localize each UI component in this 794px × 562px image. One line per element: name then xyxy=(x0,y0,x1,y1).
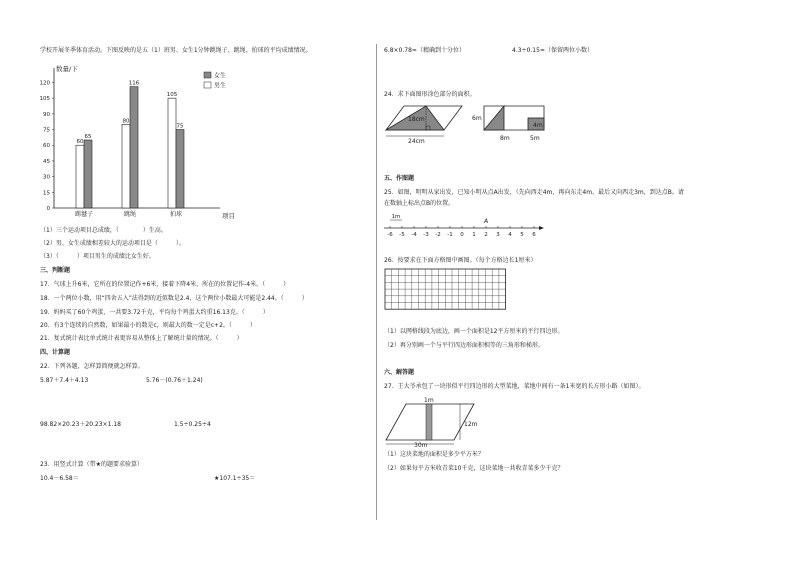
number-line-tick-label: 6 xyxy=(532,232,536,238)
y-tick-label: 105 xyxy=(39,96,50,103)
legend-swatch-girls xyxy=(204,72,211,78)
fig2-bottom-label: 8m xyxy=(500,135,510,142)
bar-boys xyxy=(122,124,130,208)
fig2-right-label: 5m xyxy=(530,135,540,142)
legend-label-girls: 女生 xyxy=(214,72,227,80)
unit-label: 1m xyxy=(391,214,401,220)
point-a-label: A xyxy=(483,218,489,225)
column-divider xyxy=(376,44,377,520)
bar-value-label: 65 xyxy=(84,134,92,140)
y-tick-label: 45 xyxy=(43,158,50,165)
bar-value-label: 105 xyxy=(166,92,178,99)
y-axis-label: 数量/下 xyxy=(56,65,78,73)
y-tick-label: 75 xyxy=(43,127,50,134)
approx-1: 6.8×0.78≈（精确到十分位） xyxy=(384,47,465,54)
bar-girls xyxy=(84,140,92,208)
fig1-base-label: 24cm xyxy=(408,138,425,145)
question-27-2: （2）如果每平方米收青菜10千克，这块菜地一共收青菜多少千克？ xyxy=(384,465,564,472)
number-line-tick-label: -2 xyxy=(435,232,441,238)
judgement-20: 20．有3个连续的自然数，如果最小的数是c，则最大的数一定是c+2。（ ） xyxy=(40,322,256,329)
section-drawing-title: 五、作图题 xyxy=(384,175,415,182)
question-26-2: （2）再分别画一个与平行四边形面积相等的三角形和梯形。 xyxy=(384,342,544,349)
number-line xyxy=(384,212,564,242)
chart-intro: 学校开展冬季体育活动。下图反映的是五（1）班男、女生1分钟跳绳子、跳绳、拍球的平均成绩情况。 xyxy=(40,47,312,54)
bar-value-label: 75 xyxy=(176,123,184,130)
question-27: 27．王大爷承包了一块形似平行四边形的大型菜地，菜地中间有一条1米宽的长方形小路（如图）。 xyxy=(384,383,645,390)
legend-label-boys: 男生 xyxy=(214,82,227,90)
calc-6: ★107.1÷35＝ xyxy=(214,475,256,482)
fig3-base-label: 30m xyxy=(414,442,428,449)
calc-3: 98.82×20.23＋20.23×1.18 xyxy=(40,421,121,428)
judgement-19: 19．妈妈买了60个鸡蛋，一共要3.72千克，平均每个鸡蛋大约重16.13克。（ ） xyxy=(40,309,269,316)
fig3-path-label: 1m xyxy=(424,397,434,404)
bar-value-label: 60 xyxy=(76,139,84,146)
calc-4: 1.5÷0.25÷4 xyxy=(174,421,211,428)
chart-question-3: （3）（ ）项目男生的成绩比女生好。 xyxy=(40,253,155,260)
square-grid xyxy=(384,268,534,318)
fig2-height-label: 6m xyxy=(472,115,482,122)
calc-5: 10.4－6.58＝ xyxy=(40,475,79,482)
y-tick-label: 90 xyxy=(43,111,50,118)
chart-question-1: （1）三个运动项目总成绩，（ ）生高。 xyxy=(40,227,167,234)
category-label: 跳绳 xyxy=(123,211,137,218)
y-tick-label: 0 xyxy=(46,206,50,212)
section-calculation-title: 四、计算题 xyxy=(40,349,71,356)
y-tick-label: 120 xyxy=(39,80,50,87)
bar-boys xyxy=(168,98,176,208)
category-label: 踢毽子 xyxy=(74,211,94,218)
chart-question-2: （2）男、女生成绩相差较大的运动项目是（ ）。 xyxy=(40,240,185,247)
category-label: 拍球 xyxy=(169,211,183,218)
y-tick-label: 30 xyxy=(43,174,50,181)
number-line-tick-label: -6 xyxy=(387,232,393,238)
question-25-cont: 在数轴上标出点B的位置。 xyxy=(384,200,455,207)
approx-2: 4.3÷0.15≈（保留两位小数） xyxy=(512,47,593,54)
judgement-17: 17．气球上升6米，它所在的位置记作+6米，接着下降4米，所在的位置记作-4米。（ ） xyxy=(40,281,290,288)
calc-2: 5.76－(0.76＋1.24) xyxy=(146,377,203,384)
number-line-tick-label: 4 xyxy=(508,232,512,238)
figure-parallelogram-triangle xyxy=(382,100,472,146)
number-line-tick-label: -5 xyxy=(399,232,405,238)
fig3-height-label: 12m xyxy=(464,421,478,428)
number-line-tick-label: -4 xyxy=(411,232,417,238)
question-25: 25．如图，明明从家出发，已知小明从点A出发，（先向西走4m，再向东走4m，最后又向西走3m，到达点B。请 xyxy=(384,189,684,196)
number-line-arrow xyxy=(539,226,544,230)
section-judgement-title: 三、判断题 xyxy=(40,267,71,274)
bar-chart xyxy=(28,60,235,220)
bar-girls xyxy=(176,130,184,208)
legend-swatch-boys xyxy=(204,82,211,88)
x-axis-label: 项目 xyxy=(222,212,235,220)
question-26-1: （1）以网格线段为底边，画一个面积是12平方厘米的平行四边形。 xyxy=(384,328,564,335)
bar-boys xyxy=(76,145,84,208)
question-23: 23．用竖式计算（带★的题要求验算） xyxy=(40,461,144,468)
judgement-21: 21．复式统计表比单式统计表更容易从整体上了解统计量的情况。（ ） xyxy=(40,335,243,342)
judgement-18: 18．一个两位小数，用“四舍五入”法得到的近似数是2.4，这个两位小数最大可能是2.44。（ ） xyxy=(40,295,308,302)
number-line-tick-label: 1 xyxy=(472,232,476,238)
question-26: 26．按要求在下面方格图中画图。（每个方格边长1厘米） xyxy=(384,257,537,264)
question-24: 24．求下面图形涂色部分的面积。 xyxy=(384,91,476,98)
bar-value-label: 80 xyxy=(122,118,130,125)
fig2-small-label: 4m xyxy=(533,122,543,129)
calc-1: 5.87＋7.4＋4.13 xyxy=(40,377,89,384)
question-22: 22．下列各题，怎样算简便就怎样算。 xyxy=(40,363,144,370)
number-line-tick-label: -3 xyxy=(423,232,429,238)
fig1-height-label: 18cm xyxy=(408,116,425,123)
number-line-tick-label: 2 xyxy=(484,232,488,238)
figure-trapezoid-rectangle xyxy=(470,100,550,146)
figure-garden xyxy=(384,396,494,448)
question-27-1: （1）这块菜地的面积是多少平方米？ xyxy=(384,451,484,458)
section-solve-title: 六、解答题 xyxy=(384,369,415,376)
number-line-tick-label: 3 xyxy=(496,232,500,238)
number-line-tick-label: 5 xyxy=(520,232,524,238)
y-tick-label: 60 xyxy=(43,143,50,150)
bar-value-label: 116 xyxy=(128,80,140,87)
number-line-tick-label: 0 xyxy=(460,232,464,238)
number-line-tick-label: -1 xyxy=(447,232,453,238)
y-tick-label: 15 xyxy=(43,190,50,197)
bar-girls xyxy=(130,87,138,208)
